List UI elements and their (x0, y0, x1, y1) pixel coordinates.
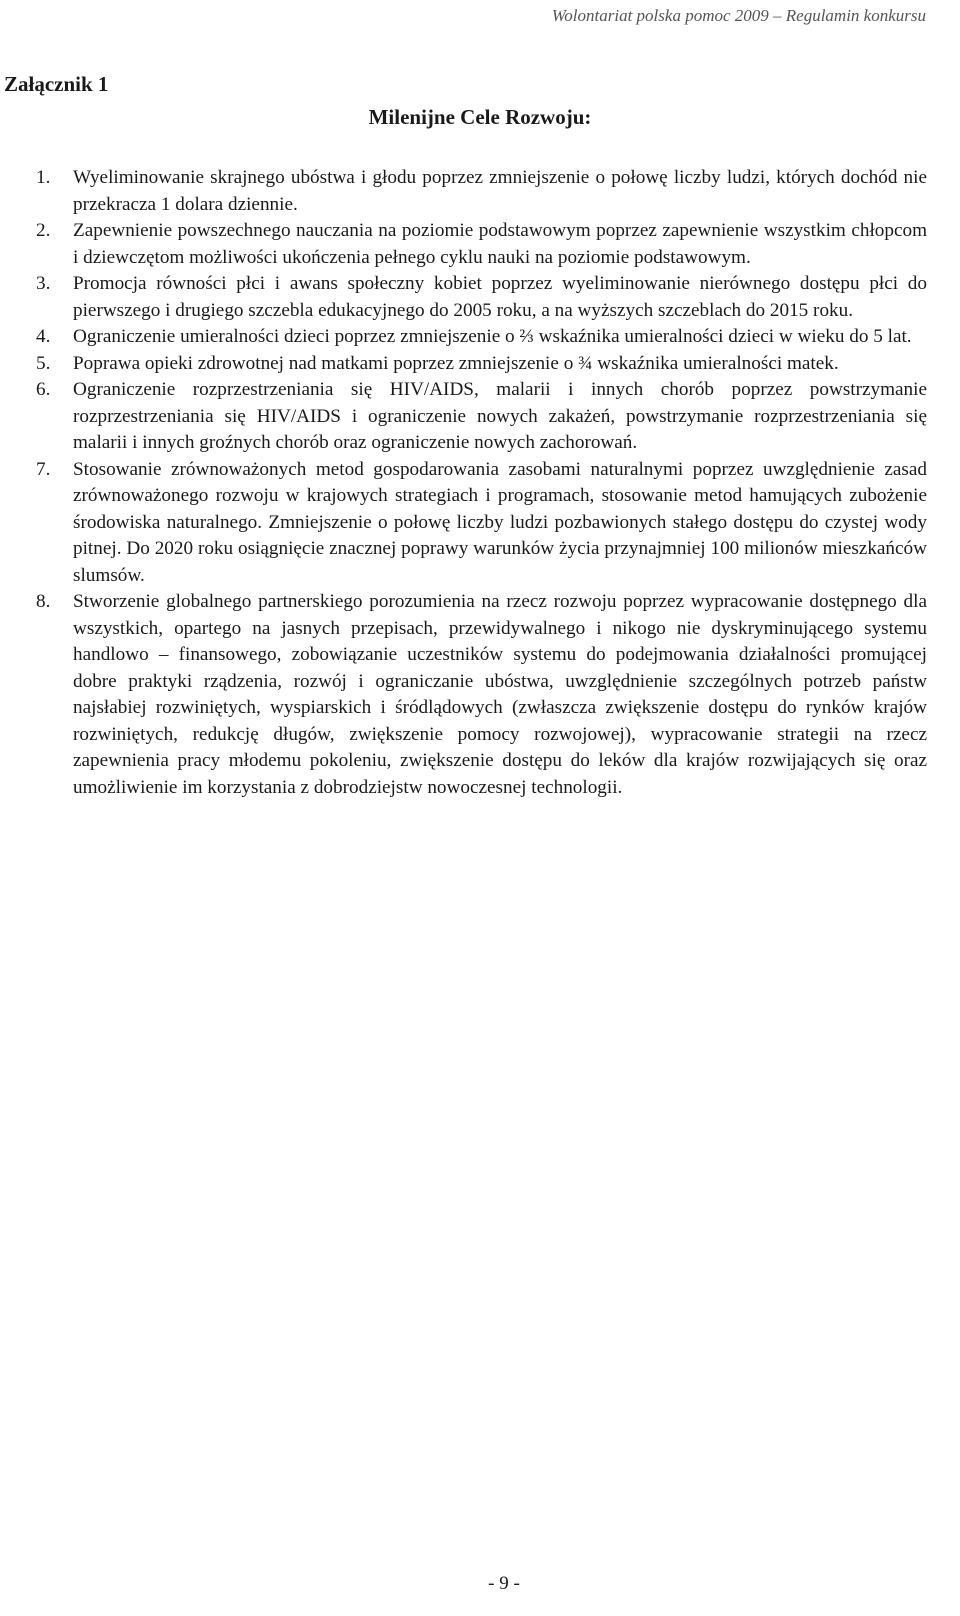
document-title: Milenijne Cele Rozwoju: (368, 105, 592, 129)
goal-text: Stosowanie zrównoważonych metod gospodarowania zasobami naturalnymi poprzez uwzględnienie zasad zrównoważonego rozwoju w krajowych strategiach i programach, stosowanie metod hamujących zubożenie środowiska naturalnego. Zmniejszenie o połowę liczby ludzi pozbawionych stałego dostępu do czystej wody pitnej. Do 2020 roku osiągnięcie znacznej poprawy warunków życia przynajmniej 100 milionów mieszkańców slumsów. (73, 458, 927, 586)
goal-number: 8. (36, 591, 51, 612)
goal-item (36, 377, 927, 457)
goal-number: 4. (36, 326, 51, 347)
goal-number: 2. (36, 220, 51, 241)
goals-list (36, 165, 927, 801)
goal-item (36, 457, 927, 590)
goal-text: Stworzenie globalnego partnerskiego porozumienia na rzecz rozwoju poprzez wypracowanie dostępnego dla wszystkich, opartego na jasnych przepisach, przewidywalnego i nikogo nie dyskryminującego systemu handlowo – finansowego, zobowiązanie uczestników systemu do podejmowania działalności promującej dobre praktyki rządzenia, rozwój i ograniczanie ubóstwa, uwzględnienie szczególnych potrzeb państw najsłabiej rozwiniętych, wyspiarskich i śródlądowych (zwłaszcza zwiększenie dostępu do rynków krajów rozwiniętych, redukcję długów, zwiększenie pomocy rozwojowej), wypracowanie strategii na rzecz zapewnienia pracy młodemu pokoleniu, zwiększenie dostępu do leków dla krajów rozwijających się oraz umożliwienie im korzystania z dobrodziejstw nowoczesnej technologii. (73, 591, 927, 798)
goal-text: Ograniczenie rozprzestrzeniania się HIV/AIDS, malarii i innych chorób poprzez powstrzymanie rozprzestrzeniania się HIV/AIDS i ograniczenie nowych zakażeń, powstrzymanie rozprzestrzeniania się malarii i innych groźnych chorób oraz ograniczenie nowych zachorowań. (73, 379, 927, 453)
goal-number: 1. (36, 167, 51, 188)
goal-item (36, 324, 927, 351)
goal-item (36, 351, 927, 378)
running-header: Wolontariat polska pomoc 2009 – Regulamin konkursu (551, 6, 926, 25)
goal-item (36, 218, 927, 271)
goal-item (36, 589, 927, 801)
goal-text: Ograniczenie umieralności dzieci poprzez zmniejszenie o ⅔ wskaźnika umieralności dzieci w wieku do 5 lat. (73, 326, 912, 347)
goal-number: 3. (36, 273, 51, 294)
page-number: - 9 - (488, 1573, 520, 1594)
goal-number: 5. (36, 352, 51, 374)
goal-text: Poprawa opieki zdrowotnej nad matkami poprzez zmniejszenie o ¾ wskaźnika umieralności matek. (73, 352, 839, 374)
goal-number: 6. (36, 379, 51, 400)
goal-text: Promocja równości płci i awans społeczny kobiet poprzez wyeliminowanie nierównego dostępu płci do pierwszego i drugiego szczebla edukacyjnego do 2005 roku, a na wyższych szczeblach do 2015 roku. (73, 273, 927, 321)
annex-label: Załącznik 1 (4, 72, 109, 96)
goal-text: Wyeliminowanie skrajnego ubóstwa i głodu poprzez zmniejszenie o połowę liczby ludzi, których dochód nie przekracza 1 dolara dziennie. (73, 167, 927, 215)
goal-item (36, 165, 927, 218)
goal-text: Zapewnienie powszechnego nauczania na poziomie podstawowym poprzez zapewnienie wszystkim chłopcom i dziewczętom możliwości ukończenia pełnego cyklu nauki na poziomie podstawowym. (73, 220, 927, 268)
goal-item (36, 271, 927, 324)
goal-number: 7. (36, 458, 51, 480)
